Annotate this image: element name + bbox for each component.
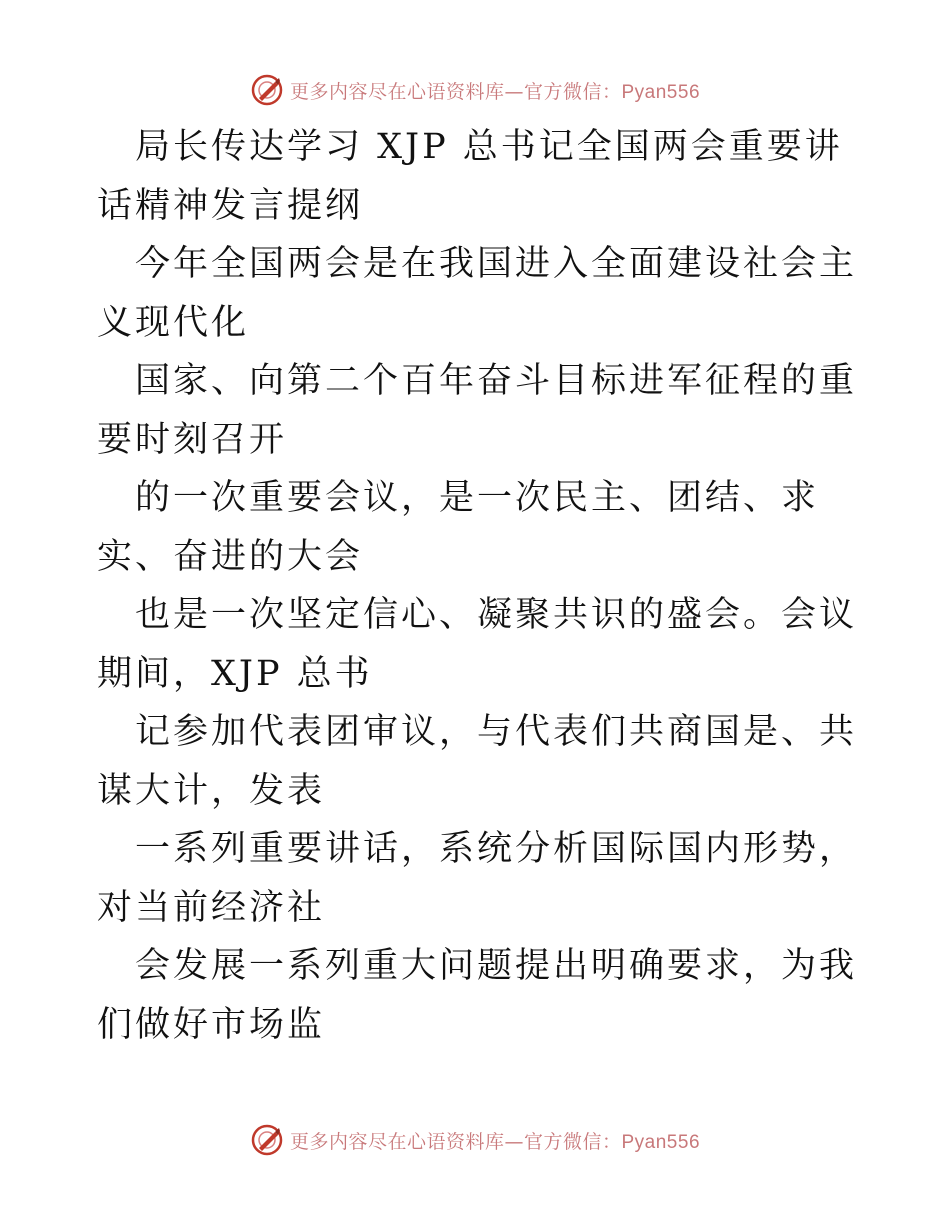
- watermark-text: 更多内容尽在心语资料库—官方微信：Pyan556: [289, 1130, 701, 1153]
- paragraph-line: 国家、向第二个百年奋斗目标进军征程的重要时刻召开: [97, 361, 858, 460]
- paragraph-line: 会发展一系列重大问题提出明确要求，为我们做好市场监: [97, 946, 858, 1045]
- paragraph-line: 的一次重要会议，是一次民主、团结、求实、奋进的大会: [97, 478, 820, 577]
- footer-watermark: [0, 1120, 950, 1160]
- paragraph-line: 记参加代表团审议，与代表们共商国是、共谋大计，发表: [97, 712, 858, 811]
- paragraph-line: 一系列重要讲话，系统分析国际国内形势，对当前经济社: [97, 829, 858, 928]
- pen-logo-icon: [250, 73, 284, 107]
- pen-logo-icon: [250, 1123, 284, 1157]
- header-watermark: [0, 70, 950, 110]
- document-body: [97, 118, 857, 1054]
- paragraph-line: 也是一次坚定信心、凝聚共识的盛会。会议期间，XJP 总书: [97, 595, 858, 694]
- watermark-text: 更多内容尽在心语资料库—官方微信：Pyan556: [289, 80, 701, 103]
- document-title-line: 局长传达学习 XJP 总书记全国两会重要讲话精神发言提纲: [97, 127, 843, 226]
- paragraph-line: 今年全国两会是在我国进入全面建设社会主义现代化: [97, 244, 858, 343]
